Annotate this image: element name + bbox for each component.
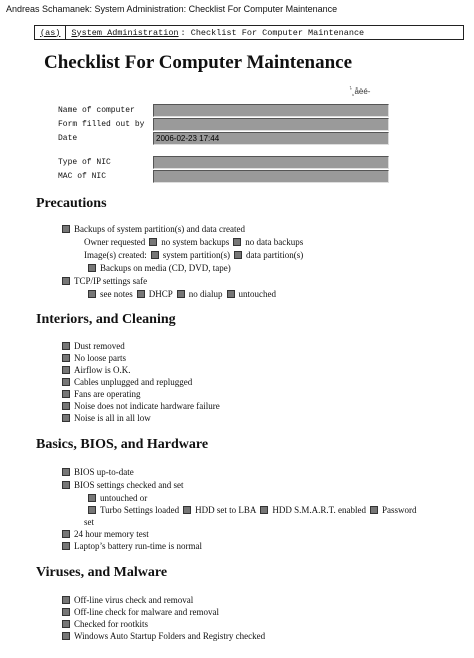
battery-checkbox[interactable]: [62, 542, 70, 550]
viruses-label: Off-line check for malware and removal: [74, 607, 220, 617]
tcpip-checkbox[interactable]: [62, 277, 70, 285]
memtest-checkbox[interactable]: [62, 530, 70, 538]
system-partitions-label: system partition(s): [162, 250, 230, 260]
viruses-checkbox-3[interactable]: [62, 632, 70, 640]
memtest-label: 24 hour memory test: [74, 529, 149, 539]
filled-by-field[interactable]: [153, 118, 389, 131]
checklist-item: [62, 365, 131, 375]
interiors-checkbox-3[interactable]: [62, 378, 70, 386]
untouched-checkbox[interactable]: [227, 290, 235, 298]
password-set-label: set: [84, 517, 94, 527]
hdd-smart-checkbox[interactable]: [260, 506, 268, 514]
form-row-computer-name: [58, 103, 390, 117]
checklist-item: [62, 341, 125, 351]
interiors-checkbox-1[interactable]: [62, 354, 70, 362]
viruses-label: Windows Auto Startup Folders and Registry checked: [74, 631, 266, 641]
breadcrumb-section-link[interactable]: System Administration: [71, 27, 179, 38]
checklist-item-bios-settings: [62, 480, 183, 490]
nic-mac-label: MAC of NIC: [58, 171, 107, 181]
checklist-item: [62, 619, 148, 629]
checklist-item-backups-media: [88, 263, 231, 273]
checklist-item: [62, 413, 151, 423]
form-row-date: [58, 131, 390, 145]
no-data-backups-label: no data backups: [245, 237, 304, 247]
bios-uptodate-checkbox[interactable]: [62, 468, 70, 476]
no-data-backups-checkbox[interactable]: [233, 238, 241, 246]
interiors-label: No loose parts: [74, 353, 126, 363]
computer-name-field[interactable]: [153, 104, 389, 117]
no-dialup-label: no dialup: [188, 289, 223, 299]
interiors-checkbox-5[interactable]: [62, 402, 70, 410]
dhcp-label: DHCP: [148, 289, 173, 299]
data-partitions-label: data partition(s): [245, 250, 304, 260]
system-partitions-checkbox[interactable]: [151, 251, 159, 259]
interiors-checkbox-2[interactable]: [62, 366, 70, 374]
no-system-backups-label: no system backups: [161, 237, 230, 247]
nic-info-form: [58, 155, 390, 183]
computer-name-label: Name of computer: [58, 105, 135, 115]
checklist-item-memtest: [62, 529, 149, 539]
interiors-label: Noise does not indicate hardware failure: [74, 401, 220, 411]
interiors-checkbox-6[interactable]: [62, 414, 70, 422]
checklist-item: [62, 401, 220, 411]
viruses-label: Off-line virus check and removal: [74, 595, 194, 605]
hdd-lba-checkbox[interactable]: [183, 506, 191, 514]
nic-type-field[interactable]: [153, 156, 389, 169]
checklist-item-tcpip: [62, 276, 147, 286]
see-notes-label: see notes: [100, 289, 133, 299]
section-title-viruses: Viruses, and Malware: [36, 565, 168, 580]
checklist-item-tcpip-options: [88, 289, 276, 299]
checklist-item-untouched-or: [88, 493, 147, 503]
hdd-smart-label: HDD S.M.A.R.T. enabled: [272, 505, 366, 515]
computer-info-form: [58, 103, 390, 145]
turbo-label: Turbo Settings loaded: [100, 505, 180, 515]
interiors-label: Noise is all in all low: [74, 413, 151, 423]
backups-media-label: Backups on media (CD, DVD, tape): [100, 263, 231, 273]
nic-type-label: Type of NIC: [58, 157, 111, 167]
hdd-lba-label: HDD set to LBA: [195, 505, 257, 515]
page-title: Checklist For Computer Maintenance: [44, 52, 353, 73]
checklist-item-images: [84, 250, 303, 260]
date-field[interactable]: 2006-02-23 17:44: [153, 132, 389, 145]
viruses-label: Checked for rootkits: [74, 619, 148, 629]
form-row-filled-by: [58, 117, 390, 131]
checklist-item-bios-options: [88, 505, 417, 515]
tcpip-label: TCP/IP settings safe: [74, 276, 148, 286]
interiors-checkbox-0[interactable]: [62, 342, 70, 350]
breadcrumb: [34, 25, 464, 40]
interiors-checkbox-4[interactable]: [62, 390, 70, 398]
no-system-backups-checkbox[interactable]: [149, 238, 157, 246]
checklist-item-battery: [62, 541, 202, 551]
checklist-item: [62, 607, 219, 617]
interiors-label: Dust removed: [74, 341, 125, 351]
checklist-item: [62, 631, 265, 641]
no-dialup-checkbox[interactable]: [177, 290, 185, 298]
images-created-label: Image(s) created:: [84, 250, 147, 260]
bios-settings-label: BIOS settings checked and set: [74, 480, 184, 490]
checklist-item-password-set: [84, 517, 94, 527]
date-label: Date: [58, 133, 78, 143]
checklist-item-owner-requested: [84, 237, 303, 247]
bios-untouched-label: untouched or: [100, 493, 148, 503]
interiors-label: Cables unplugged and replugged: [74, 377, 193, 387]
checklist-item: [62, 595, 193, 605]
backups-label: Backups of system partition(s) and data created: [74, 224, 245, 234]
section-title-precautions: Precautions: [36, 196, 107, 211]
data-partitions-checkbox[interactable]: [234, 251, 242, 259]
bios-settings-checkbox[interactable]: [62, 481, 70, 489]
turbo-checkbox[interactable]: [88, 506, 96, 514]
backups-media-checkbox[interactable]: [88, 264, 96, 272]
password-label: Password: [382, 505, 417, 515]
checklist-item: [62, 389, 140, 399]
see-notes-checkbox[interactable]: [88, 290, 96, 298]
untouched-label: untouched: [238, 289, 277, 299]
filled-by-label: Form filled out by: [58, 119, 145, 129]
nic-mac-field[interactable]: [153, 170, 389, 183]
viruses-checkbox-2[interactable]: [62, 620, 70, 628]
dhcp-checkbox[interactable]: [137, 290, 145, 298]
section-title-basics: Basics, BIOS, and Hardware: [36, 437, 209, 452]
backups-checkbox[interactable]: [62, 225, 70, 233]
viruses-checkbox-0[interactable]: [62, 596, 70, 604]
battery-label: Laptop’s battery run-time is normal: [74, 541, 202, 551]
viruses-checkbox-1[interactable]: [62, 608, 70, 616]
form-row-nic-mac: [58, 169, 390, 183]
form-row-nic-type: [58, 155, 390, 169]
logo-mark: ’̀¸åèé‐: [350, 87, 371, 96]
checklist-item-backups: [62, 224, 245, 234]
checklist-item-bios-uptodate: [62, 467, 134, 477]
checklist-item: [62, 377, 192, 387]
password-checkbox[interactable]: [370, 506, 378, 514]
bios-untouched-checkbox[interactable]: [88, 494, 96, 502]
interiors-label: Airflow is O.K.: [74, 365, 131, 375]
breadcrumb-current: : Checklist For Computer Maintenance: [180, 27, 365, 38]
breadcrumb-home-link[interactable]: (as): [40, 27, 61, 38]
window-title: Andreas Schamanek: System Administration: Checklist For Computer Maintenance: [6, 4, 338, 14]
owner-requested-label: Owner requested: [84, 237, 146, 247]
section-title-interiors: Interiors, and Cleaning: [36, 312, 176, 327]
checklist-item: [62, 353, 126, 363]
interiors-label: Fans are operating: [74, 389, 141, 399]
bios-uptodate-label: BIOS up-to-date: [74, 467, 134, 477]
